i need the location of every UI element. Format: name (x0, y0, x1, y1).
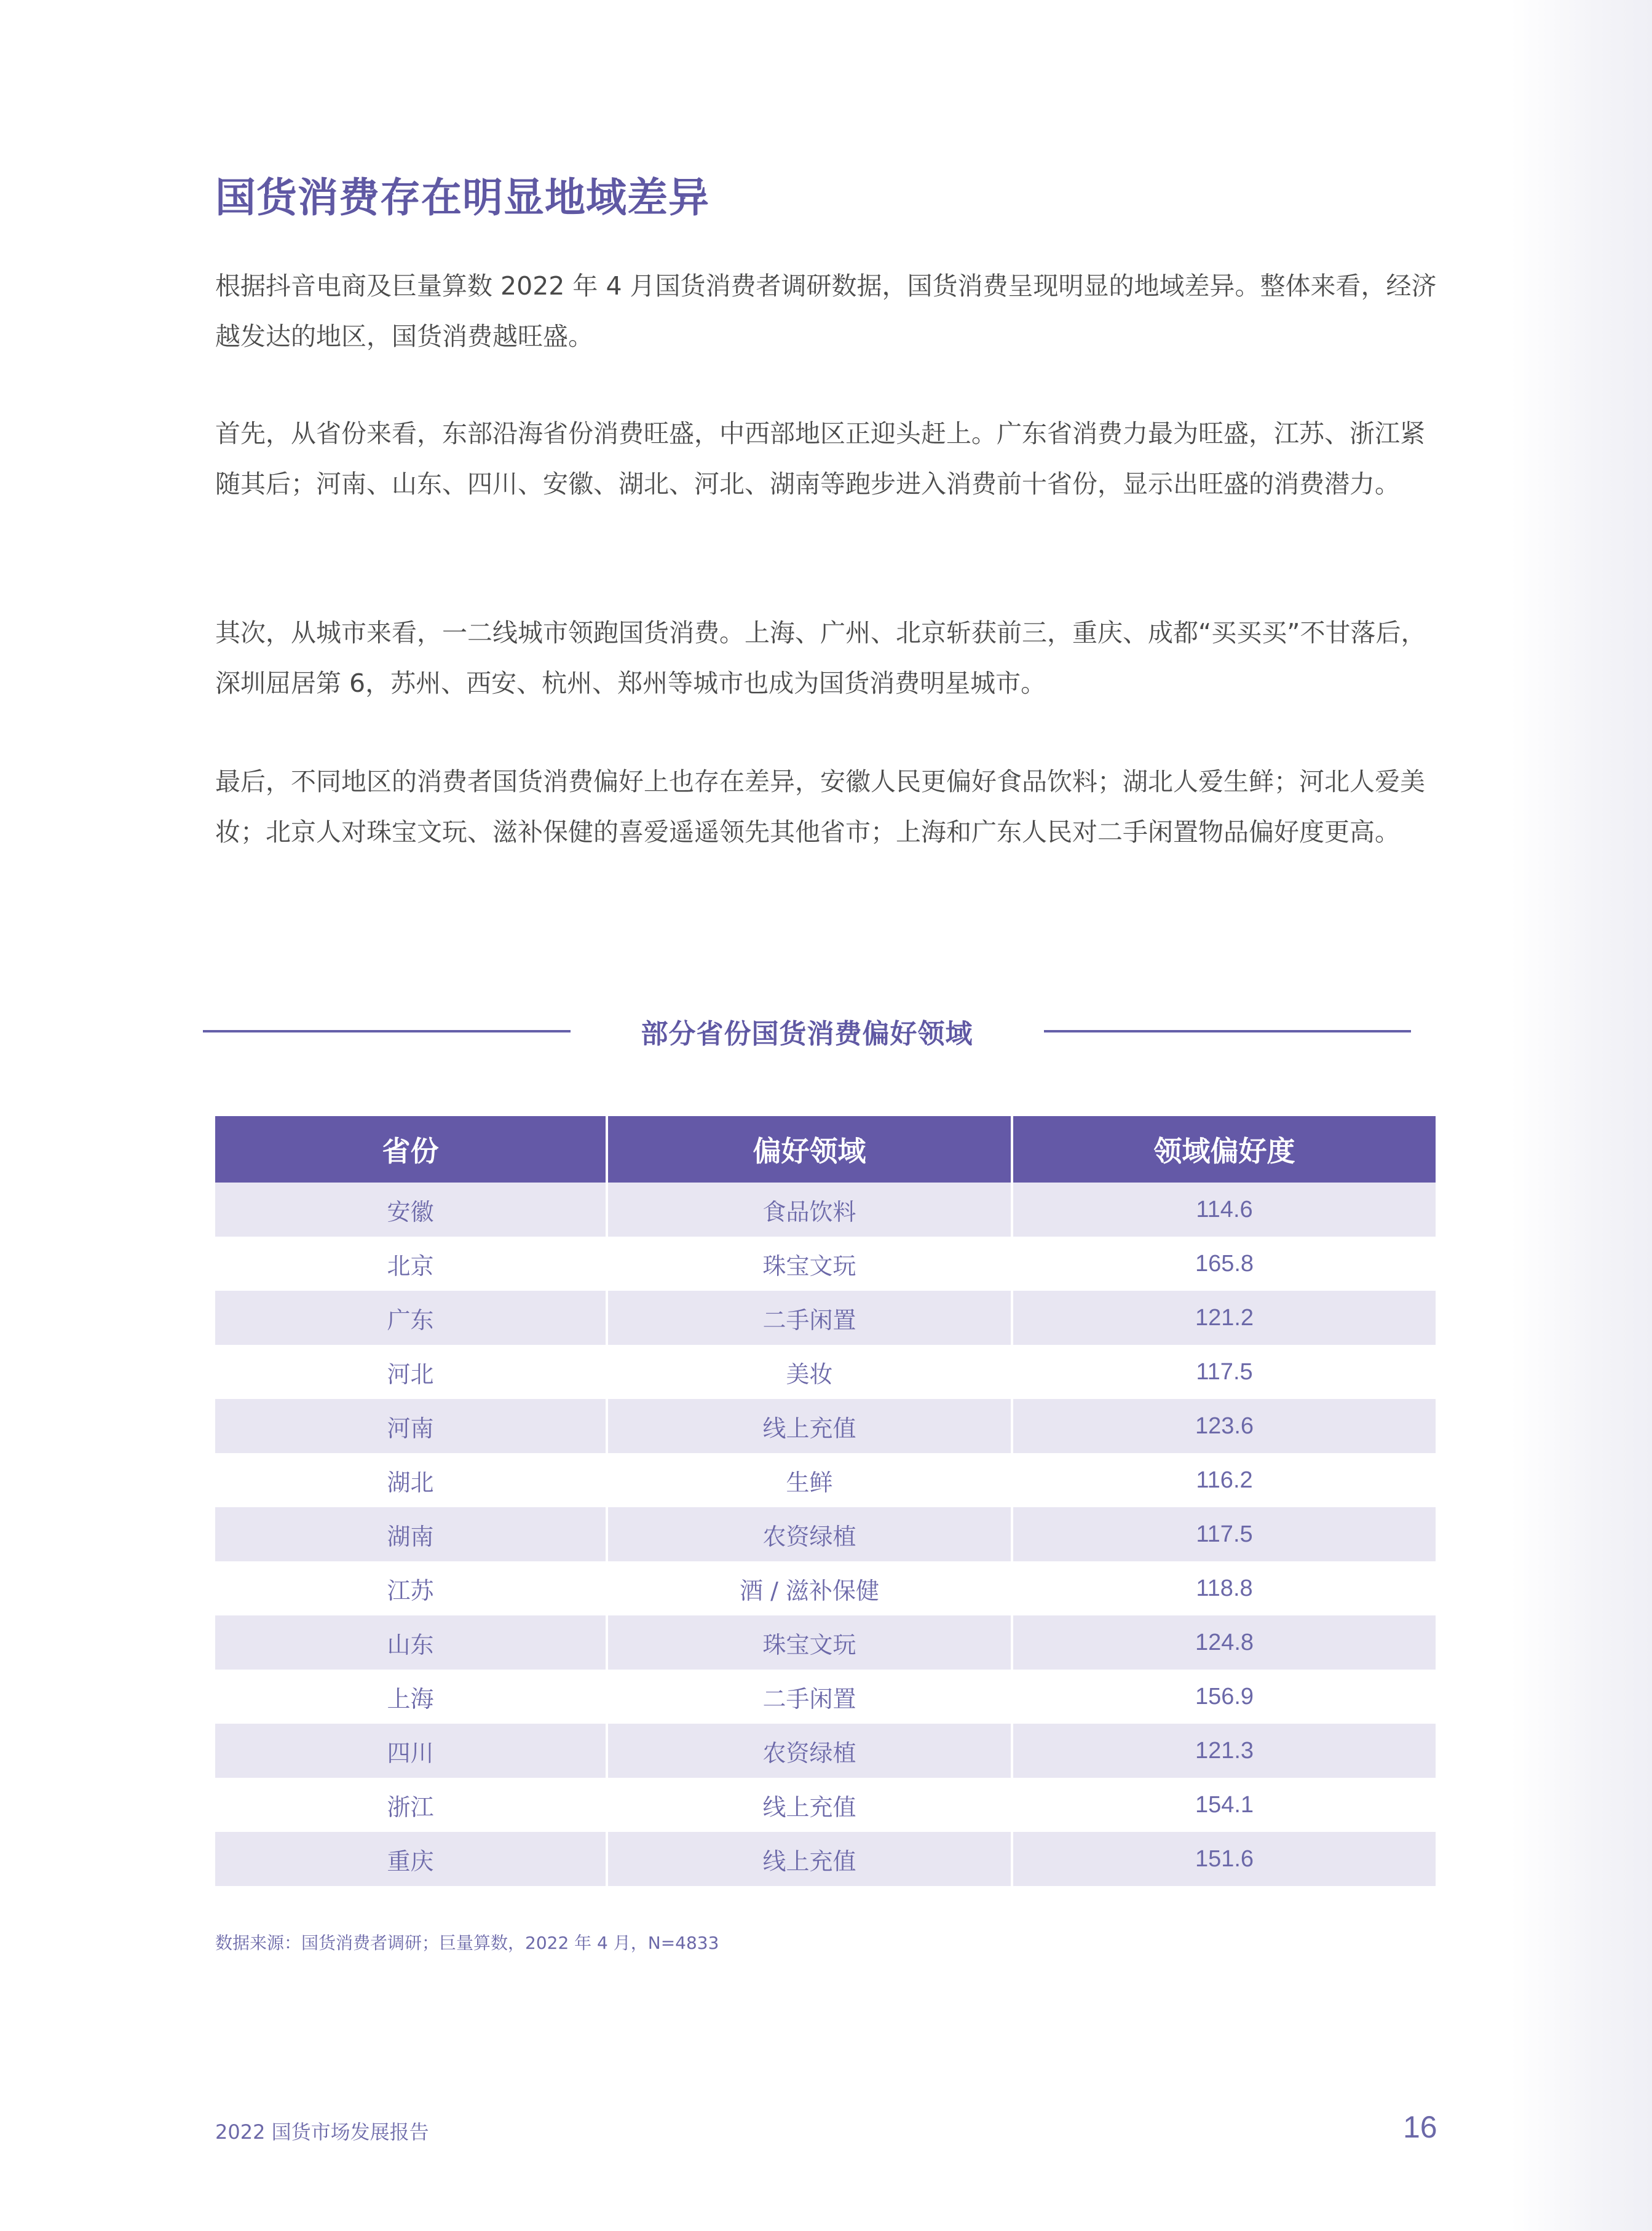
cell-index: 123.6 (1013, 1399, 1436, 1453)
cell-category: 二手闲置 (608, 1291, 1011, 1345)
paragraph-cities: 其次，从城市来看，一二线城市领跑国货消费。上海、广州、北京斩获前三，重庆、成都“买买买”不甘落后，深圳屈居第 6，苏州、西安、杭州、郑州等城市也成为国货消费明星城市。 (215, 618, 1426, 698)
preference-table (215, 1116, 1436, 1886)
table-row (215, 1778, 1436, 1832)
cell-category: 酒 / 滋补保健 (608, 1561, 1011, 1615)
cell-province: 河北 (215, 1345, 606, 1399)
cell-category: 食品饮料 (608, 1183, 1011, 1237)
data-source-note: 数据来源：国货消费者调研；巨量算数，2022 年 4 月，N=4833 (215, 1933, 719, 1953)
cell-province: 湖北 (215, 1453, 606, 1507)
cell-category: 线上充值 (608, 1832, 1011, 1886)
header-preferred-category: 偏好领域 (608, 1116, 1011, 1183)
cell-index: 151.6 (1013, 1832, 1436, 1886)
table-row (215, 1291, 1436, 1345)
cell-category: 珠宝文玩 (608, 1615, 1011, 1670)
cell-index: 124.8 (1013, 1615, 1436, 1670)
cell-province: 安徽 (215, 1183, 606, 1237)
page-number: 16 (1403, 2110, 1437, 2144)
cell-index: 154.1 (1013, 1778, 1436, 1832)
footer-report-name: 2022 国货市场发展报告 (215, 2120, 429, 2144)
cell-index: 156.9 (1013, 1670, 1436, 1724)
paragraph-preferences: 最后，不同地区的消费者国货消费偏好上也存在差异，安徽人民更偏好食品饮料；湖北人爱生鲜；河北人爱美妆；北京人对珠宝文玩、滋补保健的喜爱遥遥领先其他省市；上海和广东人民对二手闲置物品偏好度更高。 (215, 767, 1425, 847)
header-preference-index: 领域偏好度 (1013, 1116, 1436, 1183)
table-title-block (203, 1005, 1411, 1055)
cell-index: 121.3 (1013, 1724, 1436, 1778)
table-row (215, 1399, 1436, 1453)
cell-province: 江苏 (215, 1561, 606, 1615)
cell-category: 珠宝文玩 (608, 1237, 1011, 1291)
cell-index: 117.5 (1013, 1345, 1436, 1399)
table-row (215, 1507, 1436, 1561)
cell-province: 湖南 (215, 1507, 606, 1561)
table-row (215, 1453, 1436, 1507)
page-title: 国货消费存在明显地域差异 (215, 174, 709, 221)
cell-category: 二手闲置 (608, 1670, 1011, 1724)
cell-category: 线上充值 (608, 1778, 1011, 1832)
cell-index: 116.2 (1013, 1453, 1436, 1507)
cell-index: 121.2 (1013, 1291, 1436, 1345)
header-province: 省份 (215, 1116, 606, 1183)
cell-province: 浙江 (215, 1778, 606, 1832)
table-header-row (215, 1116, 1436, 1183)
table-row (215, 1670, 1436, 1724)
cell-province: 广东 (215, 1291, 606, 1345)
table-title: 部分省份国货消费偏好领域 (641, 1018, 973, 1050)
cell-index: 114.6 (1013, 1183, 1436, 1237)
table-row (215, 1615, 1436, 1670)
cell-category: 生鲜 (608, 1453, 1011, 1507)
cell-province: 山东 (215, 1615, 606, 1670)
cell-province: 重庆 (215, 1832, 606, 1886)
cell-province: 上海 (215, 1670, 606, 1724)
cell-category: 农资绿植 (608, 1724, 1011, 1778)
cell-province: 河南 (215, 1399, 606, 1453)
cell-province: 北京 (215, 1237, 606, 1291)
page-side-shading (1511, 0, 1652, 2231)
paragraph-provinces: 首先，从省份来看，东部沿海省份消费旺盛，中西部地区正迎头赶上。广东省消费力最为旺盛，江苏、浙江紧随其后；河南、山东、四川、安徽、湖北、河北、湖南等跑步进入消费前十省份，显示出旺盛的消费潜力。 (215, 419, 1425, 499)
paragraph-overview: 根据抖音电商及巨量算数 2022 年 4 月国货消费者调研数据，国货消费呈现明显的地域差异。整体来看，经济越发达的地区，国货消费越旺盛。 (215, 271, 1437, 351)
title-rule-right (1044, 1030, 1411, 1032)
cell-province: 四川 (215, 1724, 606, 1778)
table-row (215, 1724, 1436, 1778)
table-row (215, 1237, 1436, 1291)
cell-index: 117.5 (1013, 1507, 1436, 1561)
table-row (215, 1183, 1436, 1237)
table-row (215, 1345, 1436, 1399)
table-row (215, 1561, 1436, 1615)
cell-category: 美妆 (608, 1345, 1011, 1399)
cell-index: 118.8 (1013, 1561, 1436, 1615)
cell-category: 农资绿植 (608, 1507, 1011, 1561)
table-row (215, 1832, 1436, 1886)
cell-category: 线上充值 (608, 1399, 1011, 1453)
cell-index: 165.8 (1013, 1237, 1436, 1291)
